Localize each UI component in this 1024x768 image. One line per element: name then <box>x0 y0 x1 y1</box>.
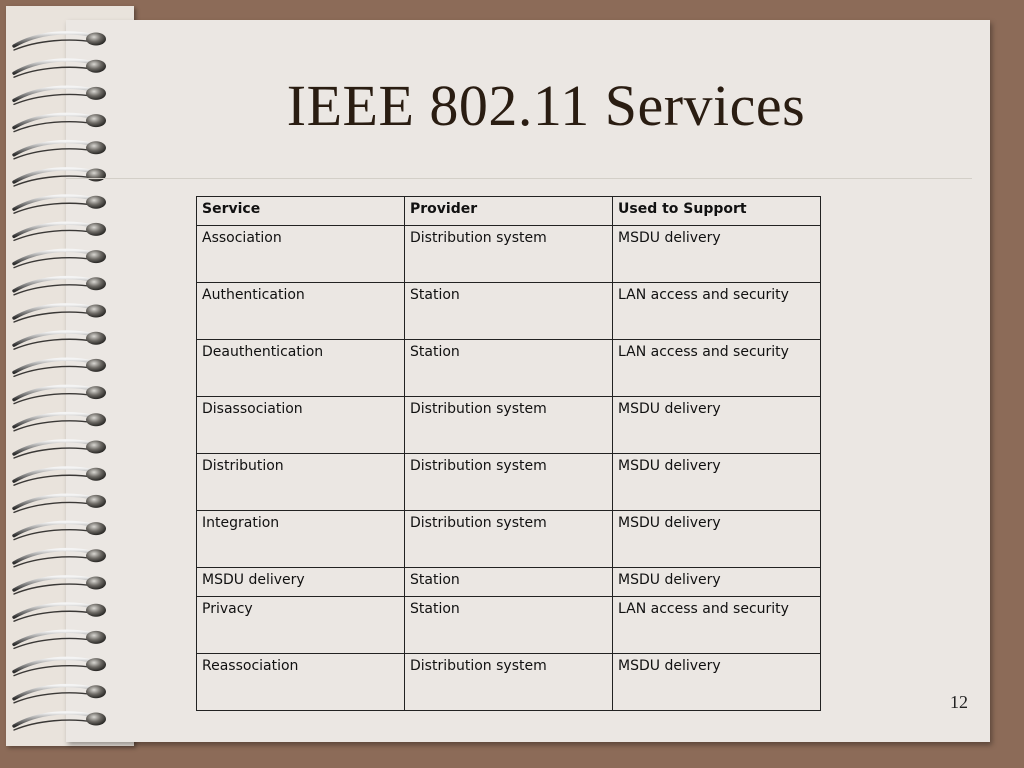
spiral-hole <box>86 277 106 290</box>
spiral-hole <box>86 196 106 209</box>
spiral-ring <box>14 441 94 454</box>
spiral-hole <box>86 468 106 481</box>
column-header-service: Service <box>197 197 405 226</box>
cell-service: MSDU delivery <box>197 568 405 597</box>
cell-used-to-support: MSDU delivery <box>613 511 821 568</box>
cell-used-to-support: LAN access and security <box>613 340 821 397</box>
spiral-hole <box>86 631 106 644</box>
cell-service: Association <box>197 226 405 283</box>
cell-service: Authentication <box>197 283 405 340</box>
spiral-ring <box>14 359 94 372</box>
spiral-hole <box>86 577 106 590</box>
spiral-hole <box>86 413 106 426</box>
cell-service: Reassociation <box>197 654 405 711</box>
page-number: 12 <box>950 692 968 712</box>
spiral-hole <box>86 685 106 698</box>
slide-title: IEEE 802.11 Services <box>286 73 806 138</box>
table-row <box>197 283 821 340</box>
table-row <box>197 654 821 711</box>
spiral-ring <box>14 386 94 399</box>
column-header-used-to-support: Used to Support <box>613 197 821 226</box>
spiral-hole <box>86 713 106 726</box>
table-row <box>197 454 821 511</box>
spiral-ring <box>14 169 94 182</box>
cell-provider: Station <box>405 568 613 597</box>
spiral-hole <box>86 60 106 73</box>
table-row <box>197 597 821 654</box>
spiral-hole <box>86 495 106 508</box>
table-row <box>197 511 821 568</box>
cell-provider: Distribution system <box>405 397 613 454</box>
cell-service: Disassociation <box>197 397 405 454</box>
cell-service: Deauthentication <box>197 340 405 397</box>
spiral-hole <box>86 386 106 399</box>
spiral-hole <box>86 332 106 345</box>
spiral-ring <box>14 522 94 535</box>
spiral-hole <box>86 658 106 671</box>
spiral-ring <box>14 550 94 563</box>
spiral-ring <box>14 305 94 318</box>
spiral-hole <box>86 223 106 236</box>
spiral-hole <box>86 141 106 154</box>
cell-provider: Station <box>405 597 613 654</box>
spiral-ring <box>14 278 94 291</box>
spiral-hole <box>86 250 106 263</box>
spiral-ring <box>14 142 94 155</box>
table-row <box>197 340 821 397</box>
cell-used-to-support: MSDU delivery <box>613 397 821 454</box>
spiral-hole <box>86 522 106 535</box>
cell-provider: Station <box>405 340 613 397</box>
cell-used-to-support: MSDU delivery <box>613 226 821 283</box>
table-row <box>197 226 821 283</box>
spiral-ring <box>14 713 94 726</box>
spiral-hole <box>86 169 106 182</box>
spiral-ring <box>14 414 94 427</box>
cell-service: Privacy <box>197 597 405 654</box>
spiral-hole <box>86 604 106 617</box>
spiral-ring <box>14 33 94 46</box>
cell-used-to-support: LAN access and security <box>613 597 821 654</box>
title-divider <box>66 178 972 179</box>
spiral-ring <box>14 223 94 236</box>
table-row <box>197 568 821 597</box>
cell-used-to-support: MSDU delivery <box>613 654 821 711</box>
cell-provider: Distribution system <box>405 226 613 283</box>
column-header-provider: Provider <box>405 197 613 226</box>
cell-provider: Distribution system <box>405 654 613 711</box>
cell-service: Distribution <box>197 454 405 511</box>
table-row <box>197 397 821 454</box>
spiral-ring <box>14 604 94 617</box>
spiral-ring <box>14 658 94 671</box>
spiral-ring <box>14 196 94 209</box>
cell-used-to-support: LAN access and security <box>613 283 821 340</box>
spiral-hole <box>86 549 106 562</box>
services-table-container <box>196 196 821 711</box>
spiral-ring <box>14 468 94 481</box>
spiral-ring <box>14 577 94 590</box>
cell-provider: Distribution system <box>405 511 613 568</box>
spiral-ring <box>14 332 94 345</box>
spiral-hole <box>86 305 106 318</box>
spiral-ring <box>14 686 94 699</box>
spiral-ring <box>14 250 94 263</box>
spiral-ring <box>14 631 94 644</box>
cell-provider: Station <box>405 283 613 340</box>
cell-used-to-support: MSDU delivery <box>613 454 821 511</box>
table-header-row <box>197 197 821 226</box>
services-table <box>196 196 821 711</box>
spiral-hole <box>86 33 106 46</box>
spiral-hole <box>86 441 106 454</box>
cell-provider: Distribution system <box>405 454 613 511</box>
spiral-hole <box>86 359 106 372</box>
cell-service: Integration <box>197 511 405 568</box>
cell-used-to-support: MSDU delivery <box>613 568 821 597</box>
spiral-ring <box>14 495 94 508</box>
